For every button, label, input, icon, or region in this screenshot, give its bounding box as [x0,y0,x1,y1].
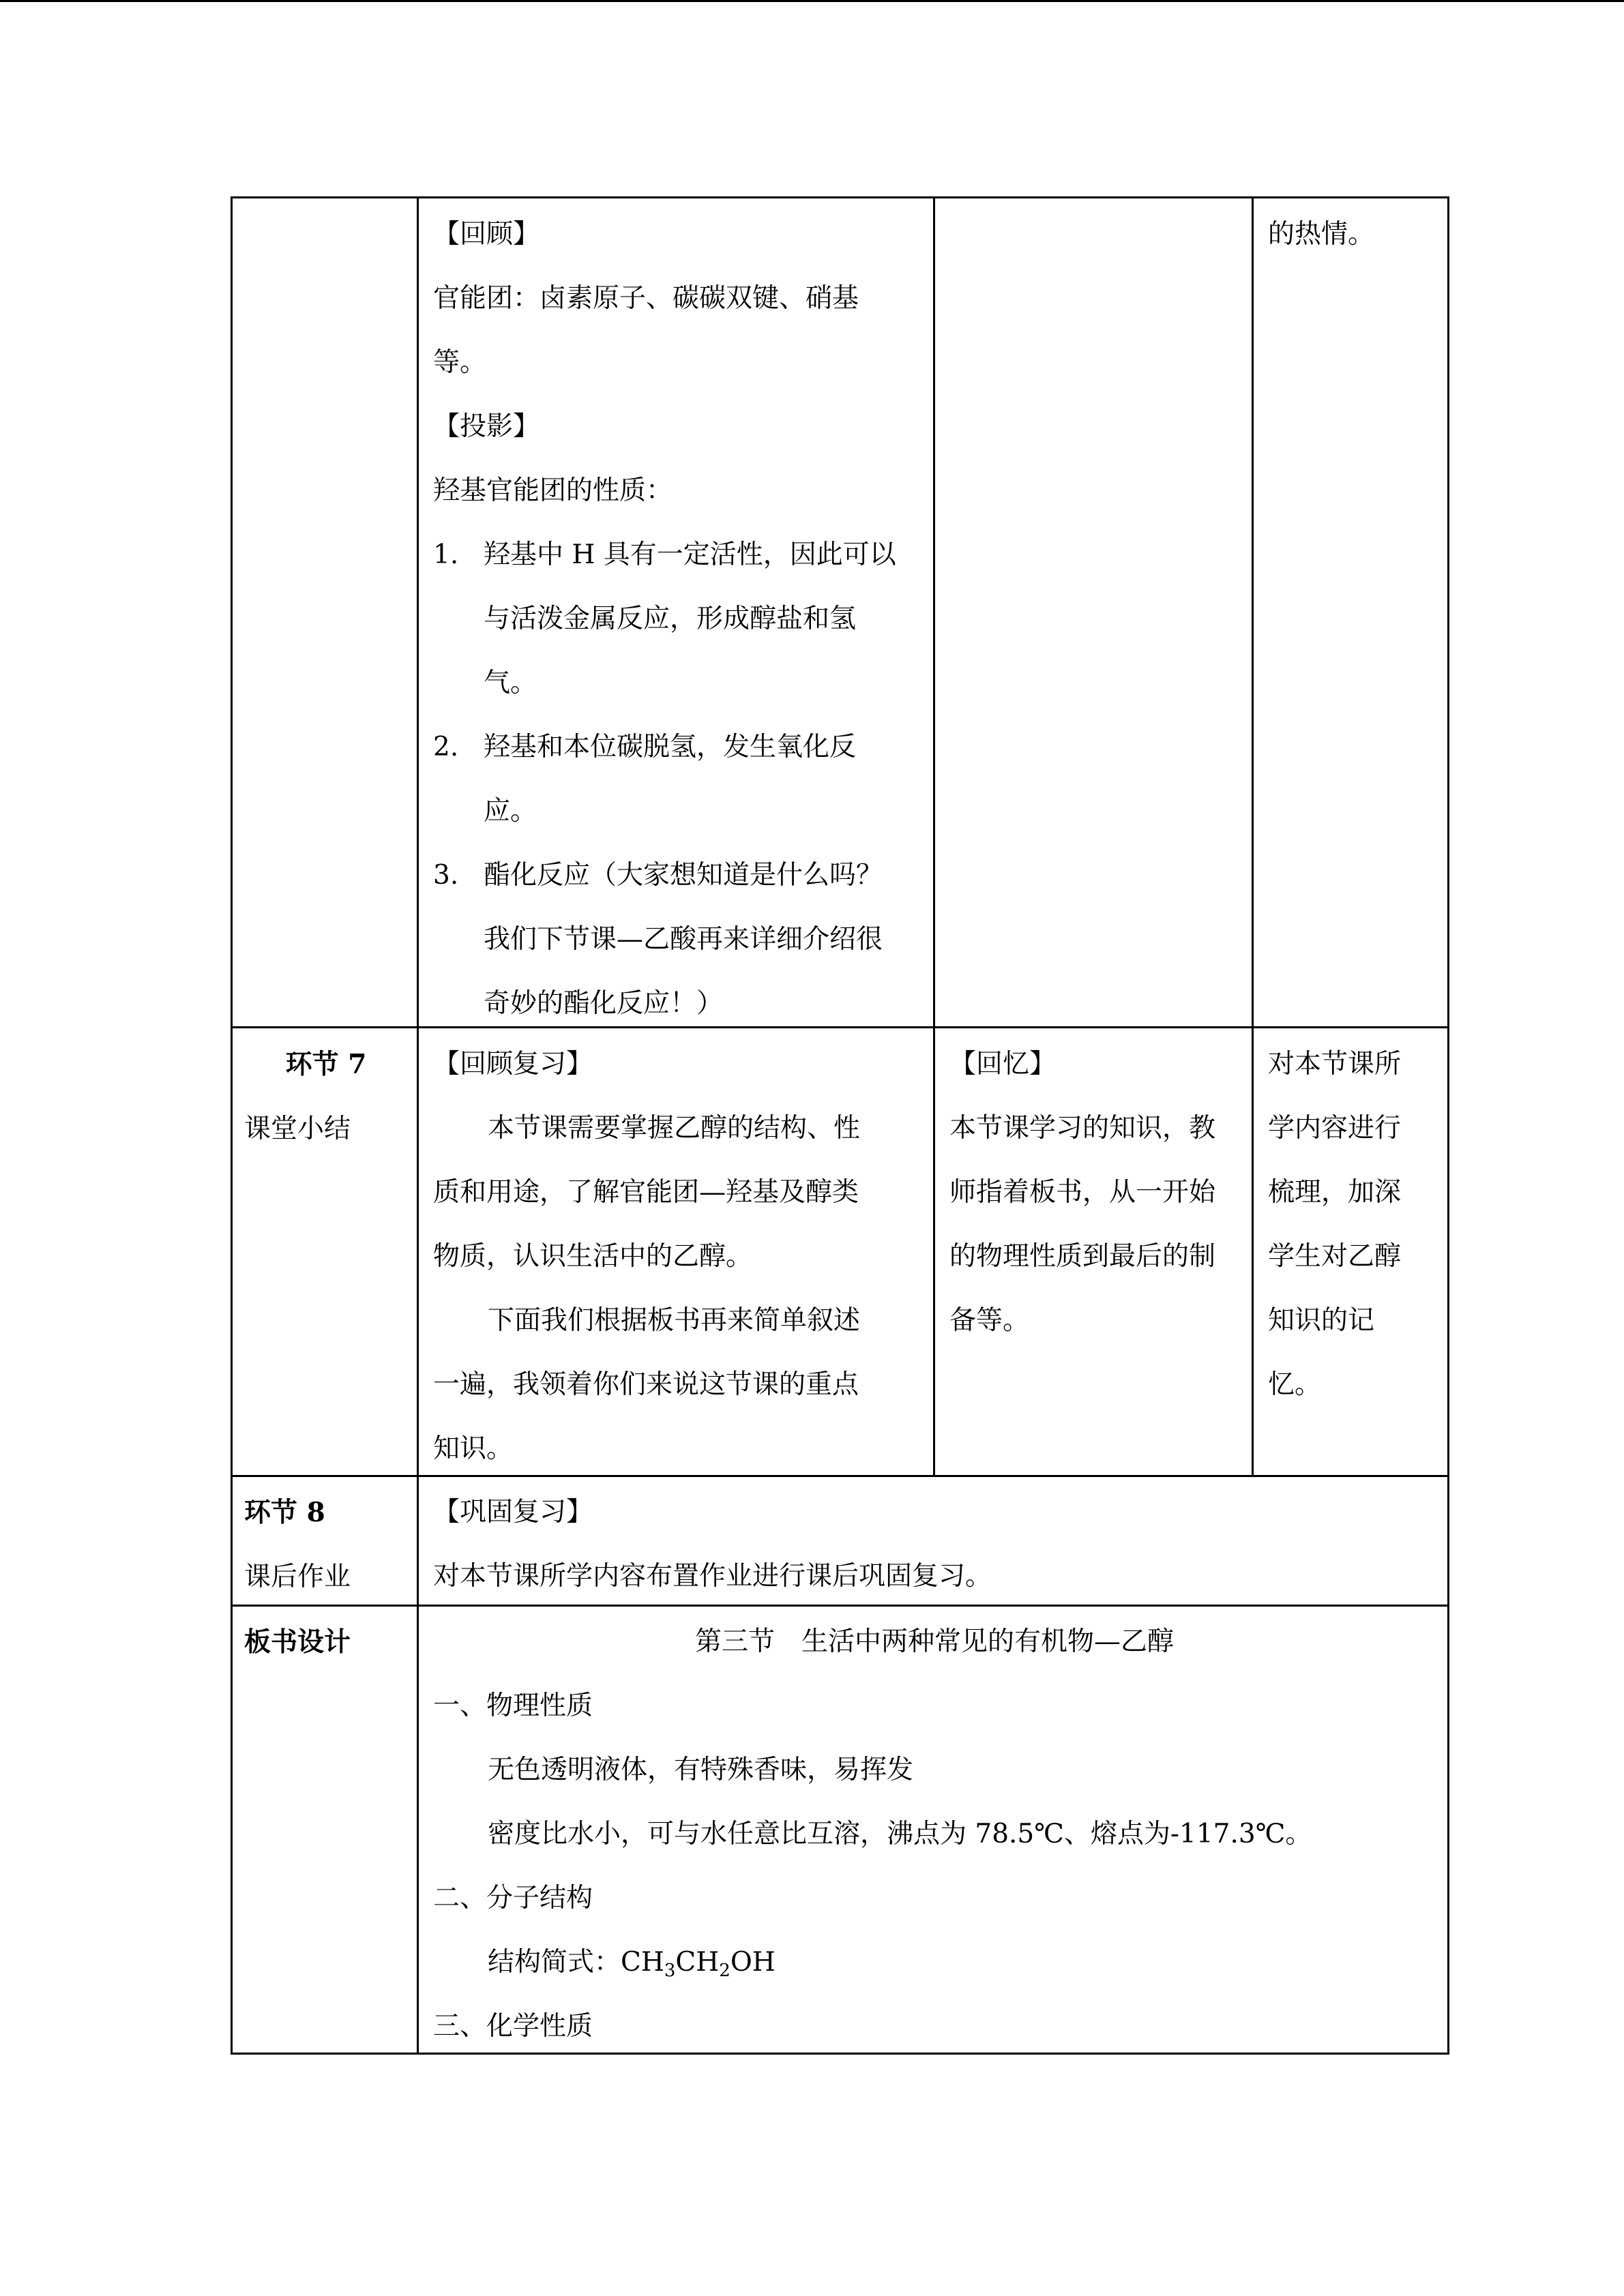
formula-subscript: 3 [664,1960,676,1981]
formula-text: CH [675,1947,720,1978]
list-number: 3. [433,860,459,891]
structural-formula [433,1930,1436,1995]
intent-text: 对本节课所 [1268,1049,1402,1079]
list-text: 应。 [484,796,537,826]
intent-text: 的热情。 [1268,219,1375,250]
stage-title: 课堂小结 [244,1114,351,1144]
row1-design-intent [1268,203,1438,267]
projection-tag: 【投影】 [433,411,540,442]
formula-text: OH [730,1947,776,1978]
paragraph-text: 一遍，我领着你们来说这节课的重点 [433,1369,859,1400]
review-recap-tag: 【回顾复习】 [433,1049,593,1079]
section-text: 无色透明液体，有特殊香味，易挥发 [488,1755,914,1785]
section-text: 密度比水小，可与水任意比互溶，沸点为 78.5℃、熔点为-117.3℃。 [488,1819,1312,1849]
list-number: 1. [433,539,459,570]
review-tag: 【回顾】 [433,219,540,250]
hydroxyl-properties-title: 羟基官能团的性质： [433,475,673,506]
functional-groups-text: 官能团：卤素原子、碳碳双键、硝基 [433,283,859,314]
list-text: 奇妙的酯化反应！） [484,988,724,1019]
table-border-top [231,196,1449,198]
board-title: 第三节 生活中两种常见的有机物—乙醇 [694,1626,1174,1657]
board-design-content [433,1610,1436,2059]
table-border-left [231,196,233,2055]
list-text: 酯化反应（大家想知道是什么吗？ [484,860,883,891]
row1-teacher-activity [433,203,924,1036]
student-text: 的物理性质到最后的制 [949,1241,1216,1272]
list-text: 气。 [484,668,537,698]
list-item [433,523,924,715]
stage-number: 环节 8 [244,1497,325,1528]
section-heading: 一、物理性质 [433,1690,593,1721]
formula-text: CH [621,1947,664,1978]
row2-stage [244,1032,408,1161]
intent-text: 梳理，加深 [1268,1177,1402,1208]
stage-title: 课后作业 [244,1562,351,1592]
paragraph-text: 物质，认识生活中的乙醇。 [433,1241,753,1272]
section-heading: 二、分子结构 [433,1883,593,1913]
formula-label: 结构简式： [488,1947,621,1978]
intent-text: 学内容进行 [1268,1113,1402,1144]
row3-stage [244,1480,408,1609]
paragraph-text: 知识。 [433,1433,514,1464]
list-text: 羟基和本位碳脱氢，发生氧化反 [484,732,857,762]
column-divider [1252,196,1254,1477]
table-border-right [1447,196,1449,2055]
row4-label [244,1610,408,1675]
intent-text: 忆。 [1268,1369,1322,1400]
paragraph-text: 本节课需要掌握乙醇的结构、性 [488,1113,861,1144]
row3-content [433,1480,1436,1609]
formula-subscript: 2 [719,1960,730,1981]
column-divider [933,196,935,1477]
list-item [433,715,924,844]
column-divider [417,196,419,2055]
intent-text: 知识的记 [1268,1305,1375,1336]
homework-text: 对本节课所学内容布置作业进行课后巩固复习。 [433,1561,992,1592]
list-text: 我们下节课—乙酸再来详细介绍很 [484,924,883,955]
section-heading: 三、化学性质 [433,2011,593,2042]
row2-teacher-activity [433,1032,924,1481]
lesson-plan-table [231,196,1449,2055]
stage-number: 环节 7 [285,1049,367,1080]
row2-student-activity [949,1032,1243,1353]
list-item [433,844,924,1036]
list-text: 羟基中 H 具有一定活性，因此可以 [484,539,896,570]
page-top-border [0,0,1624,2]
list-number: 2. [433,732,459,762]
consolidation-tag: 【巩固复习】 [433,1497,593,1527]
list-text: 与活泼金属反应，形成醇盐和氢 [484,603,857,634]
paragraph-text: 下面我们根据板书再来简单叙述 [488,1305,861,1336]
student-text: 备等。 [949,1305,1030,1336]
row2-design-intent [1268,1032,1438,1417]
student-text: 师指着板书，从一开始 [949,1177,1216,1208]
student-text: 本节课学习的知识，教 [949,1113,1216,1144]
board-design-label: 板书设计 [244,1626,351,1658]
functional-groups-text-cont: 等。 [433,347,487,378]
recall-tag: 【回忆】 [949,1049,1057,1079]
paragraph-text: 质和用途，了解官能团—羟基及醇类 [433,1177,859,1208]
intent-text: 学生对乙醇 [1268,1241,1402,1272]
